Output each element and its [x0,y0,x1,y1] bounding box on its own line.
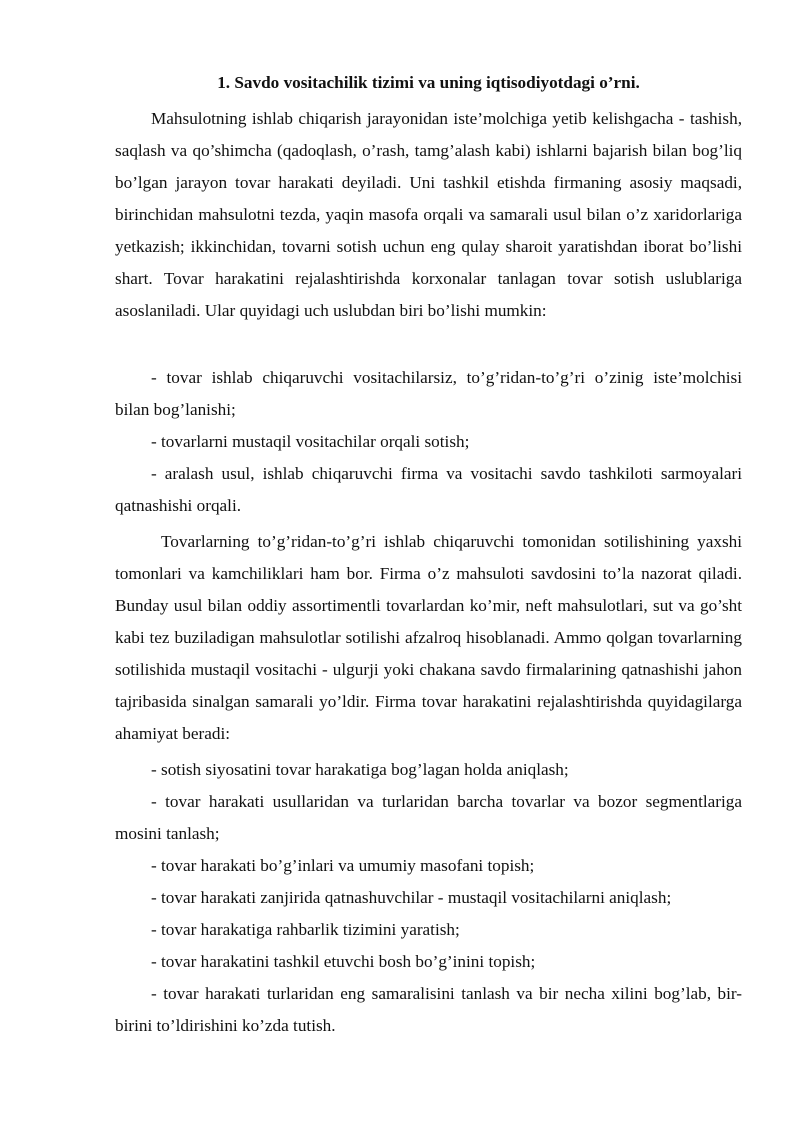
priority-item-5: - tovar harakatiga rahbarlik tizimini yaratish; [151,920,460,939]
priority-item-7: - tovar harakati turlaridan eng samaralisini tanlash va bir necha xilini bog’lab, bir-birini to’ldirishini ko’zda tutish. [115,984,742,1035]
intro-paragraph: Mahsulotning ishlab chiqarish jarayonidan iste’molchiga yetib kelishgacha - tashish, saqlash va qo’shimcha (qadoqlash, o’rash, tamg’alash kabi) ishlarni bajarish bilan bog’liq bo’lgan jarayon tovar harakati deyiladi. Uni tashkil etishda firmaning asosiy maqsadi, birinchidan mahsulotni tezda, yaqin masofa orqali va samarali usul bilan o’z xaridorlariga yetkazish; ikkinchidan, tovarni sotish uchun eng qulay sharoit yaratishdan iborat bo’lishi shart. Tovar harakatini rejalashtirishda korxonalar tanlagan tovar sotish uslublariga asoslaniladi. Ular quyidagi uch uslubdan biri bo’lishi mumkin: [115,109,742,320]
method-item-1: - tovar ishlab chiqaruvchi vositachilarsiz, to’g’ridan-to’g’ri o’zinig iste’molchisi bilan bog’lanishi; [115,368,742,419]
priority-item-6: - tovar harakatini tashkil etuvchi bosh bo’g’inini topish; [151,952,536,971]
method-item-3: - aralash usul, ishlab chiqaruvchi firma va vositachi savdo tashkiloti sarmoyalari qatnashishi orqali. [115,464,742,515]
body-paragraph: Tovarlarning to’g’ridan-to’g’ri ishlab chiqaruvchi tomonidan sotilishining yaxshi tomonlari va kamchiliklari ham bor. Firma o’z mahsuloti savdosini to’la nazorat qiladi. Bunday usul bilan oddiy assortimentli tovarlardan ko’mir, neft mahsulotlari, sut va go’sht kabi tez buziladigan mahsulotlar sotilishi afzalroq hisoblanadi. Ammo qolgan tovarlarning sotilishida mustaqil vositachi - ulgurji yoki chakana savdo firmalarining qatnashishi jahon tajribasida sinalgan samarali yo’ldir. Firma tovar harakatini rejalashtirishda quyidagilarga ahamiyat beradi: [115,532,742,743]
section-title: 1. Savdo vositachilik tizimi va uning iqtisodiyotdagi o’rni. [217,73,640,92]
priority-item-1: - sotish siyosatini tovar harakatiga bog’lagan holda aniqlash; [151,760,569,779]
method-item-2: - tovarlarni mustaqil vositachilar orqali sotish; [151,432,470,451]
priority-item-4: - tovar harakati zanjirida qatnashuvchilar - mustaqil vositachilarni aniqlash; [151,888,672,907]
priority-item-2: - tovar harakati usullaridan va turlaridan barcha tovarlar va bozor segmentlariga mosini tanlash; [115,792,742,843]
priority-item-3: - tovar harakati bo’g’inlari va umumiy masofani topish; [151,856,535,875]
